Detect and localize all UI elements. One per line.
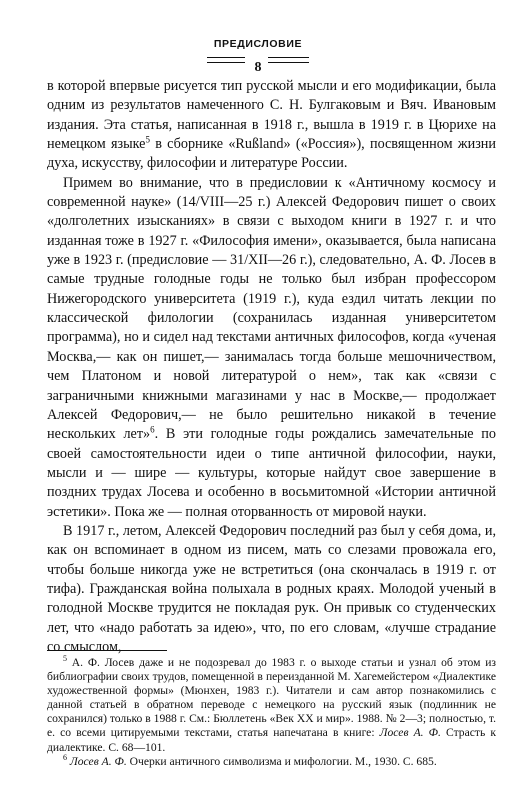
footnote-5-author: Лосев А. Ф. (379, 726, 441, 740)
running-title: ПРЕДИСЛОВИЕ (213, 38, 303, 50)
paragraph-1-text: в которой впервые рисуется тип русской мысли и его модификации, была одним из результатов намеченного С. Н. Булгаковым и Вяч. Ивановым издания. Эта статья, написанная в 1918 г., вышла в 1919 г. в Цюрихе на немецком языке (47, 78, 496, 153)
footnote-ref-5: 5 (145, 134, 150, 145)
paragraph-2-end: . В эти голодные годы рождались замечательные по своей самостоятельности идеи о типе античной философии, науки, мысли и — шире — культуры, которые найдут свое завершение в поздних трудах Лосева и особенно в восьмитомной «Истории античной эстетики». Пока же — полная оторванность от мировой науки. (47, 426, 496, 520)
footnote-5-mark: 5 (63, 654, 67, 664)
page-number: 8 (254, 60, 262, 75)
footnote-rule (47, 650, 167, 651)
footnotes (47, 656, 496, 769)
footnote-6 (47, 752, 496, 769)
footnote-5-text: А. Ф. Лосев даже и не подозревал до 1983 г. о выходе статьи и узнал об этом из библиографии своих трудов, помещенной в переизданной М. Хагемейстером «Диалектике художественной формы» (Мюнхен, 1983 г.). Читатели и сам автор познакомились с данной статьей в обратном переводе с немецкого на русский язык (подлинник не сохранился) только в 1988 г. См.: Бюллетень «Век XX и мир». 1988. № 2—3; полностью, т. е. со всеми цитируемыми текстами, статья напечатана в книге: (47, 656, 496, 740)
paragraph-3: В 1917 г., летом, Алексей Федорович последний раз был у себя дома, и, как он вспоминает в одном из писем, мать со слезами провожала его, чтобы больше никогда уже не встретиться (она скончалась в 1919 г. от тифа). Гражданская война полыхала в родных краях. Молодой ученый в голодной Москве трудится не покладая рук. Он привык со студенческих лет, что «надо работать за идею», что, по его словам, «лучше страдание со смыслом, (47, 522, 496, 655)
paragraph-1 (47, 77, 496, 174)
main-text (47, 77, 496, 657)
paragraph-2 (47, 174, 496, 522)
footnote-6-text: Очерки античного символизма и мифологии. М., 1930. С. 685. (126, 754, 437, 768)
paragraph-2-text: Примем во внимание, что в предисловии к «Античному космосу и современной науке» (14/VIII—25 г.) Алексей Федорович пишет о своих «долголетних изысканиях» в связи с выходом книги в 1927 г. и что изданная тоже в 1927 г. «Философия имени», оказывается, была написана уже в 1923 г. (предисловие — 31/XII—26 г.), следовательно, А. Ф. Лосев в самые трудные голодные годы не только был избран профессором Нижегородского университета (1919 г.), куда ездил читать лекции по классической филологии (сохранилась изданная университетом программа), но и сидел над текстами античных философов, когда «ученая Москва,— как он пишет,— занималась тогда больше мешочничеством, чем Платоном и новой литературой о нем», так как «связи с заграничными книжными магазинами у нас в Москве,— продолжает Алексей Федорович,— не было решительно никакой в течение нескольких лет» (47, 174, 496, 443)
paragraph-1-end: в сборнике «Rußland» («Россия»), посвященном жизни духа, искусству, философии и литературе России. (47, 136, 496, 172)
footnote-5-end: Страсть к диалектике. С. 68—101. (47, 726, 496, 754)
footnote-6-author: Лосев А. Ф. (69, 754, 127, 768)
footnote-5 (47, 656, 496, 755)
footnote-ref-6: 6 (150, 424, 155, 435)
footnote-6-mark: 6 (63, 752, 67, 762)
